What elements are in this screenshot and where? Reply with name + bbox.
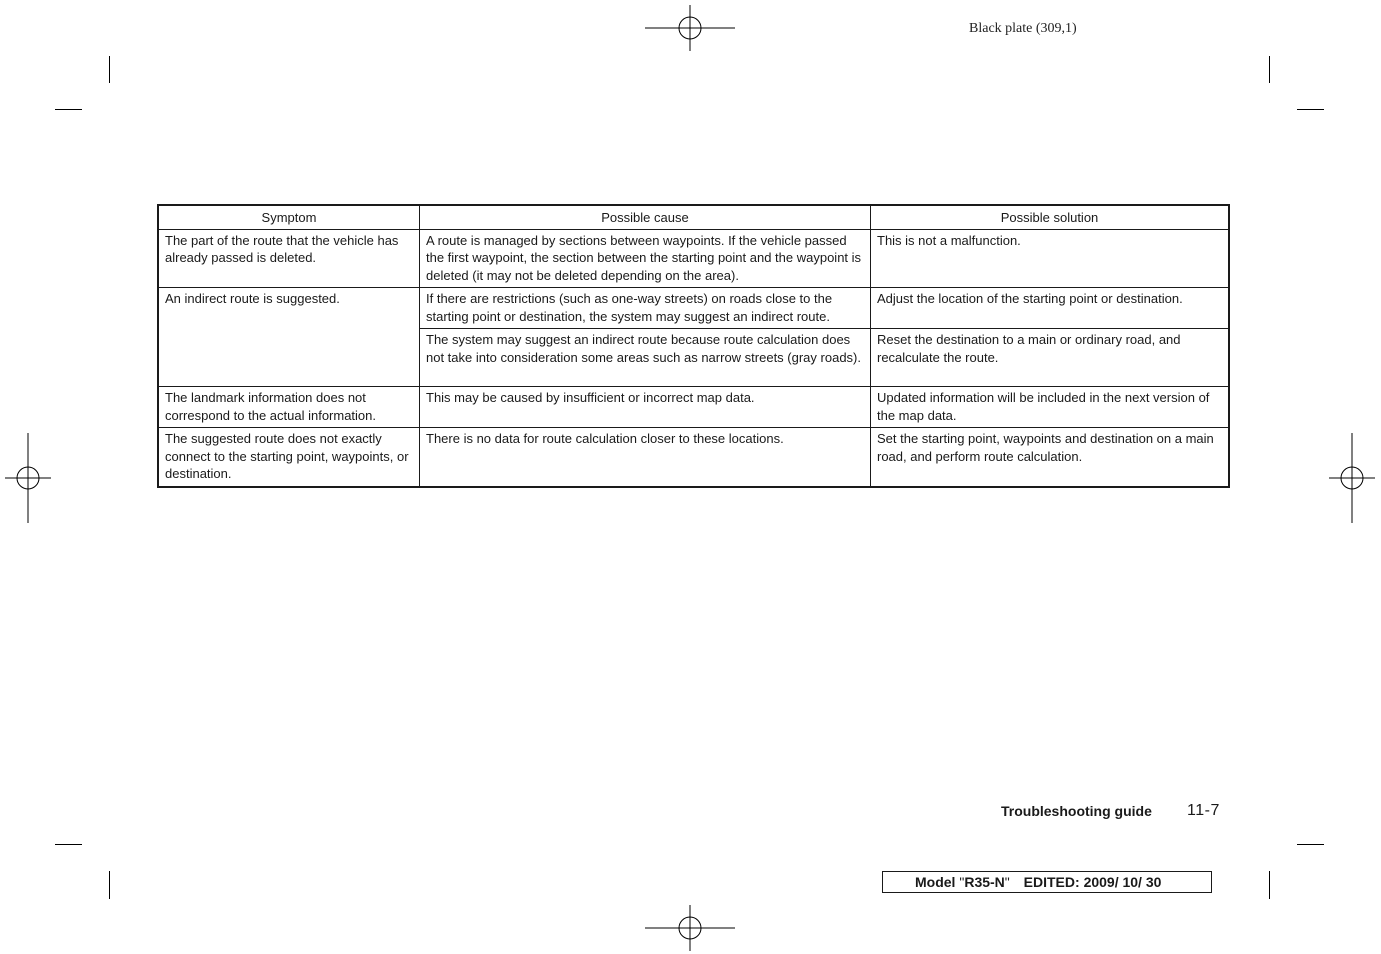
- symptom-cell: The suggested route does not exactly connect to the starting point, waypoints, or destination.: [158, 428, 420, 487]
- cause-cell: There is no data for route calculation closer to these locations.: [420, 428, 871, 487]
- solution-cell: Adjust the location of the starting point or destination.: [871, 288, 1230, 329]
- crop-mark-br-v: [1269, 871, 1270, 899]
- cause-cell: This may be caused by insufficient or incorrect map data.: [420, 387, 871, 428]
- registration-mark-top-icon: [645, 5, 735, 51]
- model-open-quote: ": [959, 874, 965, 890]
- registration-mark-bottom-icon: [645, 905, 735, 951]
- cause-cell: A route is managed by sections between waypoints. If the vehicle passed the first waypoint, the section between the starting point and the waypoint is deleted (it may not be deleted depending on the area).: [420, 229, 871, 288]
- table-row: [158, 387, 1229, 428]
- symptom-cell: An indirect route is suggested.: [158, 288, 420, 387]
- crop-mark-bl-h: [55, 844, 82, 845]
- solution-cell: This is not a malfunction.: [871, 229, 1230, 288]
- solution-cell: Updated information will be included in the next version of the map data.: [871, 387, 1230, 428]
- column-header-symptom: Symptom: [158, 205, 420, 229]
- model-edited-box: [882, 871, 1212, 893]
- solution-cell: Reset the destination to a main or ordinary road, and recalculate the route.: [871, 329, 1230, 387]
- troubleshooting-table: [157, 204, 1230, 488]
- cause-cell: If there are restrictions (such as one-way streets) on roads close to the starting point or destination, the system may suggest an indirect route.: [420, 288, 871, 329]
- crop-mark-bl-v: [109, 871, 110, 899]
- crop-mark-tl-h: [55, 109, 82, 110]
- table-row: [158, 428, 1229, 487]
- registration-mark-left-icon: [5, 433, 51, 523]
- section-title: Troubleshooting guide: [1001, 803, 1152, 819]
- table-row: [158, 229, 1229, 288]
- table-header-row: [158, 205, 1229, 229]
- symptom-cell: The part of the route that the vehicle has already passed is deleted.: [158, 229, 420, 288]
- solution-cell: Set the starting point, waypoints and destination on a main road, and perform route calculation.: [871, 428, 1230, 487]
- edited-label: EDITED:: [1023, 874, 1080, 890]
- registration-mark-right-icon: [1329, 433, 1375, 523]
- model-code: R35-N: [964, 874, 1005, 890]
- plate-label: Black plate (309,1): [969, 21, 1077, 36]
- crop-mark-br-h: [1297, 844, 1324, 845]
- edited-date: 2009/ 10/ 30: [1083, 874, 1162, 890]
- table-row: [158, 288, 1229, 329]
- crop-mark-tl-v: [109, 56, 110, 83]
- cause-cell: The system may suggest an indirect route because route calculation does not take into consideration some areas such as narrow streets (gray roads).: [420, 329, 871, 387]
- crop-mark-tr-v: [1269, 56, 1270, 83]
- crop-mark-tr-h: [1297, 109, 1324, 110]
- model-close-quote: ": [1004, 874, 1010, 890]
- column-header-solution: Possible solution: [871, 205, 1230, 229]
- column-header-cause: Possible cause: [420, 205, 871, 229]
- page-number: 11-7: [1187, 802, 1220, 819]
- model-label: Model: [915, 874, 956, 890]
- symptom-cell: The landmark information does not correspond to the actual information.: [158, 387, 420, 428]
